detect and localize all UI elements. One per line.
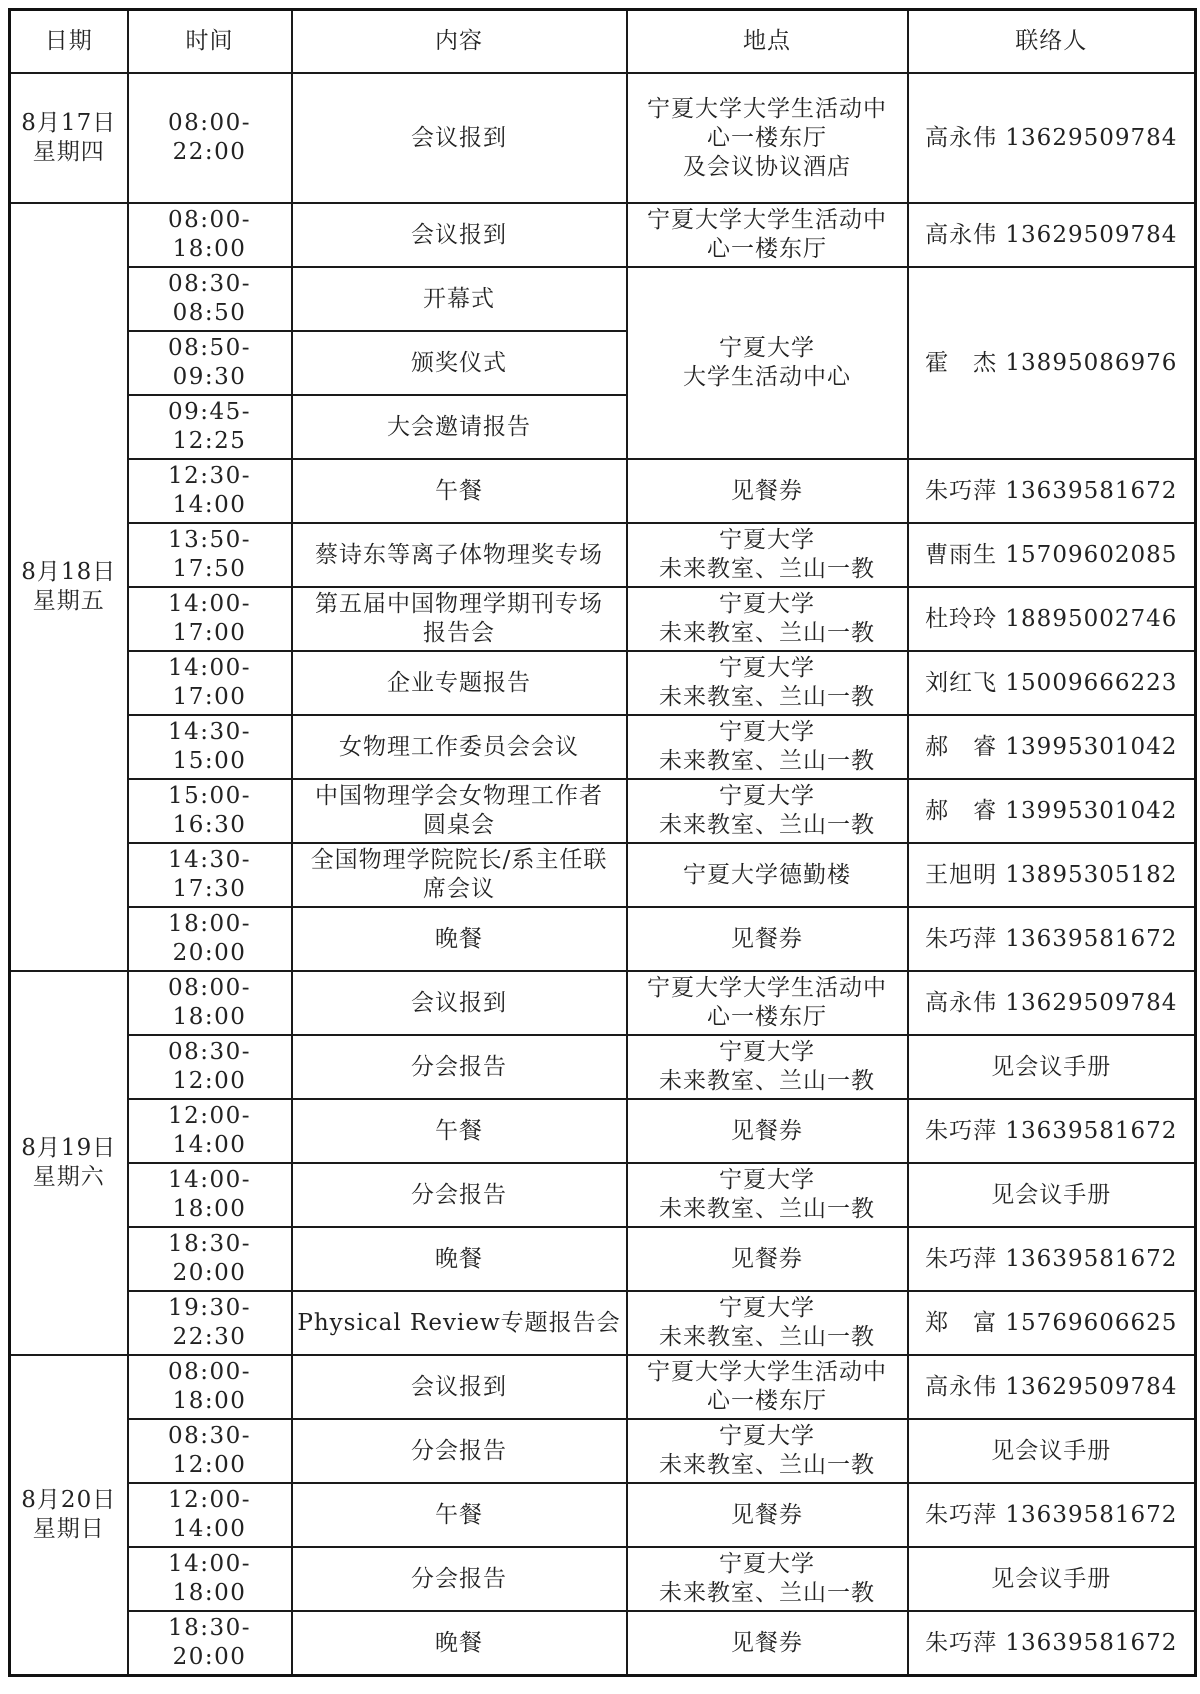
- time-cell: 14:00-17:00: [128, 651, 292, 715]
- cell-line: 宁夏大学: [719, 335, 815, 361]
- cell-line: 开幕式: [423, 285, 495, 312]
- schedule-table: [8, 8, 1197, 1677]
- content-cell: [292, 1547, 627, 1611]
- cell-line: 宁夏大学: [719, 719, 815, 745]
- table-row: [10, 459, 1196, 523]
- time-cell: 14:30-17:30: [128, 843, 292, 907]
- contact-cell: 郝 睿 13995301042: [908, 715, 1196, 779]
- time-cell: 19:30-22:30: [128, 1291, 292, 1355]
- content-cell: [292, 1099, 627, 1163]
- time-cell: 13:50-17:50: [128, 523, 292, 587]
- content-cell: [292, 1355, 627, 1419]
- location-cell: [627, 1547, 908, 1611]
- location-cell: [627, 459, 908, 523]
- location-cell: [627, 971, 908, 1035]
- date-cell: [10, 203, 128, 971]
- header-row: [10, 10, 1196, 74]
- content-cell: [292, 1611, 627, 1676]
- contact-cell: 王旭明 13895305182: [908, 843, 1196, 907]
- cell-line: 未来教室、兰山一教: [659, 1324, 875, 1350]
- time-cell: 08:00-18:00: [128, 1355, 292, 1419]
- time-cell: 08:50-09:30: [128, 331, 292, 395]
- time-cell: 08:30-12:00: [128, 1035, 292, 1099]
- contact-cell: 见会议手册: [908, 1035, 1196, 1099]
- date-cell: [10, 1355, 128, 1676]
- cell-line: 大学生活动中心: [683, 364, 851, 390]
- time-cell: 08:00-22:00: [128, 73, 292, 203]
- content-cell: [292, 331, 627, 395]
- content-cell: [292, 715, 627, 779]
- content-cell: [292, 1419, 627, 1483]
- table-row: [10, 203, 1196, 267]
- content-cell: [292, 971, 627, 1035]
- contact-cell: 杜玲玲 18895002746: [908, 587, 1196, 651]
- weekday-label: 星期日: [32, 1516, 105, 1542]
- location-cell: [627, 587, 908, 651]
- time-cell: 12:00-14:00: [128, 1483, 292, 1547]
- contact-cell: 朱巧萍 13639581672: [908, 459, 1196, 523]
- cell-line: 席会议: [423, 876, 495, 902]
- time-cell: 14:00-18:00: [128, 1547, 292, 1611]
- contact-cell: 郝 睿 13995301042: [908, 779, 1196, 843]
- content-cell: [292, 203, 627, 267]
- table-row: [10, 715, 1196, 779]
- cell-line: 宁夏大学大学生活动中: [647, 207, 887, 233]
- contact-cell: 高永伟 13629509784: [908, 73, 1196, 203]
- cell-line: 宁夏大学: [719, 591, 815, 617]
- location-cell: [627, 203, 908, 267]
- weekday-label: 星期五: [32, 588, 105, 614]
- cell-line: 晚餐: [435, 1245, 483, 1272]
- cell-line: 见餐券: [731, 1629, 803, 1656]
- time-cell: 15:00-16:30: [128, 779, 292, 843]
- cell-line: 未来教室、兰山一教: [659, 1580, 875, 1606]
- table-row: [10, 1291, 1196, 1355]
- table-row: [10, 1355, 1196, 1419]
- header-contact: 联络人: [908, 10, 1196, 74]
- table-row: [10, 1227, 1196, 1291]
- header-time: 时间: [128, 10, 292, 74]
- cell-line: 宁夏大学: [719, 527, 815, 553]
- table-body: [10, 73, 1196, 1676]
- table-row: [10, 1099, 1196, 1163]
- cell-line: 分会报告: [411, 1053, 507, 1080]
- location-cell: [627, 267, 908, 459]
- cell-line: 心一楼东厅: [707, 124, 827, 151]
- cell-line: 未来教室、兰山一教: [659, 1452, 875, 1478]
- cell-line: 未来教室、兰山一教: [659, 812, 875, 838]
- date-label: 8月18日: [21, 559, 117, 585]
- content-cell: [292, 587, 627, 651]
- cell-line: 心一楼东厅: [707, 236, 827, 262]
- location-cell: [627, 1035, 908, 1099]
- table-row: [10, 651, 1196, 715]
- cell-line: 心一楼东厅: [707, 1388, 827, 1414]
- cell-line: Physical Review专题报告会: [297, 1309, 621, 1336]
- time-cell: 08:30-08:50: [128, 267, 292, 331]
- content-cell: [292, 459, 627, 523]
- cell-line: 午餐: [435, 477, 483, 504]
- header-content: 内容: [292, 10, 627, 74]
- contact-cell: 高永伟 13629509784: [908, 203, 1196, 267]
- content-cell: [292, 1227, 627, 1291]
- content-cell: [292, 779, 627, 843]
- location-cell: [627, 1483, 908, 1547]
- time-cell: 14:30-15:00: [128, 715, 292, 779]
- contact-cell: 郑 富 15769606625: [908, 1291, 1196, 1355]
- content-cell: [292, 1035, 627, 1099]
- cell-line: 未来教室、兰山一教: [659, 748, 875, 774]
- date-label: 8月20日: [21, 1487, 117, 1513]
- cell-line: 宁夏大学: [719, 783, 815, 809]
- table-row: [10, 1035, 1196, 1099]
- cell-line: 第五届中国物理学期刊专场: [315, 591, 603, 617]
- contact-cell: 见会议手册: [908, 1419, 1196, 1483]
- table-row: [10, 971, 1196, 1035]
- contact-cell: 朱巧萍 13639581672: [908, 1227, 1196, 1291]
- location-cell: [627, 1355, 908, 1419]
- cell-line: 及会议协议酒店: [683, 153, 851, 180]
- content-cell: [292, 267, 627, 331]
- weekday-label: 星期六: [32, 1164, 105, 1190]
- date-cell: [10, 73, 128, 203]
- cell-line: 大会邀请报告: [387, 413, 531, 440]
- contact-cell: 见会议手册: [908, 1547, 1196, 1611]
- cell-line: 全国物理学院院长/系主任联: [310, 847, 608, 873]
- table-row: [10, 523, 1196, 587]
- cell-line: 宁夏大学大学生活动中: [647, 95, 887, 122]
- cell-line: 宁夏大学: [719, 1039, 815, 1065]
- cell-line: 见餐券: [731, 1501, 803, 1528]
- cell-line: 分会报告: [411, 1181, 507, 1208]
- cell-line: 中国物理学会女物理工作者: [315, 783, 603, 809]
- cell-line: 晚餐: [435, 1629, 483, 1656]
- time-cell: 09:45-12:25: [128, 395, 292, 459]
- cell-line: 见餐券: [731, 1117, 803, 1144]
- contact-cell: 朱巧萍 13639581672: [908, 1611, 1196, 1676]
- contact-cell: 朱巧萍 13639581672: [908, 1099, 1196, 1163]
- cell-line: 未来教室、兰山一教: [659, 1068, 875, 1094]
- table-row: [10, 779, 1196, 843]
- content-cell: [292, 843, 627, 907]
- cell-line: 见餐券: [731, 925, 803, 952]
- cell-line: 会议报到: [411, 989, 507, 1016]
- location-cell: [627, 715, 908, 779]
- content-cell: [292, 395, 627, 459]
- time-cell: 14:00-18:00: [128, 1163, 292, 1227]
- location-cell: [627, 523, 908, 587]
- cell-line: 宁夏大学大学生活动中: [647, 975, 887, 1001]
- cell-line: 分会报告: [411, 1437, 507, 1464]
- cell-line: 宁夏大学: [719, 1423, 815, 1449]
- time-cell: 08:00-18:00: [128, 971, 292, 1035]
- cell-line: 颁奖仪式: [411, 349, 507, 376]
- cell-line: 宁夏大学: [719, 655, 815, 681]
- contact-cell: 高永伟 13629509784: [908, 971, 1196, 1035]
- table-row: [10, 73, 1196, 203]
- cell-line: 企业专题报告: [387, 669, 531, 696]
- table-row: [10, 1163, 1196, 1227]
- table-row: [10, 587, 1196, 651]
- content-cell: [292, 1483, 627, 1547]
- location-cell: [627, 73, 908, 203]
- content-cell: [292, 907, 627, 971]
- table-row: [10, 843, 1196, 907]
- time-cell: 18:00-20:00: [128, 907, 292, 971]
- contact-cell: 曹雨生 15709602085: [908, 523, 1196, 587]
- cell-line: 会议报到: [411, 124, 507, 151]
- header-date: 日期: [10, 10, 128, 74]
- location-cell: [627, 907, 908, 971]
- cell-line: 未来教室、兰山一教: [659, 684, 875, 710]
- contact-cell: 朱巧萍 13639581672: [908, 1483, 1196, 1547]
- location-cell: [627, 1291, 908, 1355]
- content-cell: [292, 651, 627, 715]
- cell-line: 午餐: [435, 1501, 483, 1528]
- location-cell: [627, 843, 908, 907]
- location-cell: [627, 1419, 908, 1483]
- time-cell: 08:00-18:00: [128, 203, 292, 267]
- table-row: [10, 1483, 1196, 1547]
- date-label: 8月17日: [21, 110, 117, 136]
- cell-line: 宁夏大学大学生活动中: [647, 1359, 887, 1385]
- cell-line: 见餐券: [731, 477, 803, 504]
- contact-cell: 朱巧萍 13639581672: [908, 907, 1196, 971]
- cell-line: 宁夏大学: [719, 1551, 815, 1577]
- cell-line: 晚餐: [435, 925, 483, 952]
- cell-line: 宁夏大学德勤楼: [683, 861, 851, 888]
- time-cell: 18:30-20:00: [128, 1611, 292, 1676]
- location-cell: [627, 1227, 908, 1291]
- time-cell: 08:30-12:00: [128, 1419, 292, 1483]
- contact-cell: 刘红飞 15009666223: [908, 651, 1196, 715]
- table-row: [10, 267, 1196, 331]
- header-location: 地点: [627, 10, 908, 74]
- cell-line: 宁夏大学: [719, 1295, 815, 1321]
- content-cell: [292, 1291, 627, 1355]
- cell-line: 午餐: [435, 1117, 483, 1144]
- cell-line: 分会报告: [411, 1565, 507, 1592]
- table-row: [10, 907, 1196, 971]
- location-cell: [627, 651, 908, 715]
- cell-line: 女物理工作委员会会议: [339, 733, 579, 760]
- contact-cell: 见会议手册: [908, 1163, 1196, 1227]
- time-cell: 12:30-14:00: [128, 459, 292, 523]
- cell-line: 见餐券: [731, 1245, 803, 1272]
- cell-line: 蔡诗东等离子体物理奖专场: [315, 541, 603, 568]
- cell-line: 圆桌会: [423, 812, 495, 838]
- location-cell: [627, 1163, 908, 1227]
- table-row: [10, 1547, 1196, 1611]
- content-cell: [292, 523, 627, 587]
- time-cell: 12:00-14:00: [128, 1099, 292, 1163]
- cell-line: 未来教室、兰山一教: [659, 556, 875, 582]
- weekday-label: 星期四: [32, 139, 105, 165]
- table-row: [10, 1611, 1196, 1676]
- cell-line: 宁夏大学: [719, 1167, 815, 1193]
- table-header: [10, 10, 1196, 74]
- location-cell: [627, 779, 908, 843]
- contact-cell: 霍 杰 13895086976: [908, 267, 1196, 459]
- cell-line: 未来教室、兰山一教: [659, 620, 875, 646]
- cell-line: 心一楼东厅: [707, 1004, 827, 1030]
- time-cell: 14:00-17:00: [128, 587, 292, 651]
- date-cell: [10, 971, 128, 1355]
- cell-line: 未来教室、兰山一教: [659, 1196, 875, 1222]
- location-cell: [627, 1099, 908, 1163]
- date-label: 8月19日: [21, 1135, 117, 1161]
- time-cell: 18:30-20:00: [128, 1227, 292, 1291]
- cell-line: 报告会: [423, 620, 495, 646]
- table-row: [10, 1419, 1196, 1483]
- content-cell: [292, 1163, 627, 1227]
- cell-line: 会议报到: [411, 1373, 507, 1400]
- content-cell: [292, 73, 627, 203]
- cell-line: 会议报到: [411, 221, 507, 248]
- location-cell: [627, 1611, 908, 1676]
- contact-cell: 高永伟 13629509784: [908, 1355, 1196, 1419]
